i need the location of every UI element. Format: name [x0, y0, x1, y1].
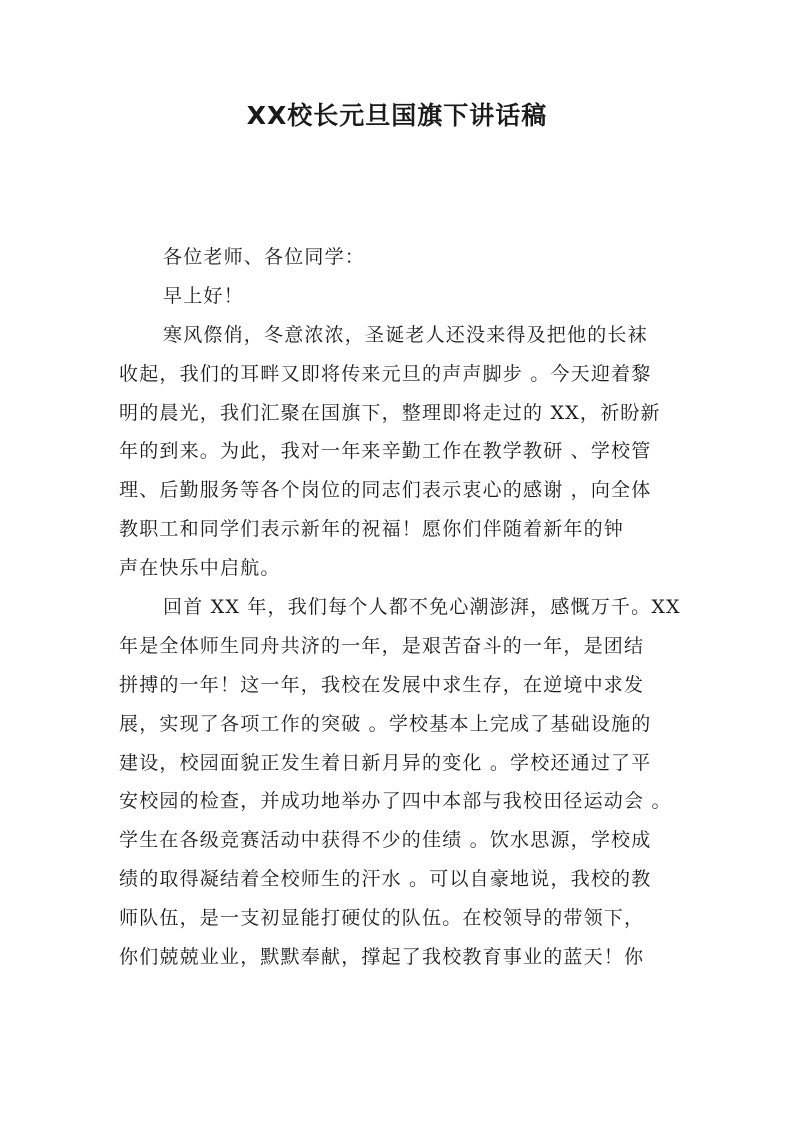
text-line: 学生在各级竞赛活动中获得不少的佳绩 。饮水思源，学校成: [119, 829, 652, 852]
text-line: 教职工和同学们表示新年的祝福！愿你们伴随着新年的钟: [119, 518, 625, 541]
text-line: 展，实现了各项工作的突破 。学校基本上完成了基础设施的: [119, 712, 652, 735]
text-line: 安校园的检查，并成功地举办了四中本部与我校田径运动会 。: [119, 790, 672, 813]
text-line: 早上好！: [163, 284, 244, 307]
text-line: 回首 XX 年，我们每个人都不免心潮澎湃，感慨万千。XX: [163, 596, 681, 619]
text-line: 拼搏的一年！这一年，我校在发展中求生存，在逆境中求发: [119, 673, 645, 696]
text-line: 理、后勤服务等各个岗位的同志们表示衷心的感谢 ，向全体: [119, 479, 652, 502]
document-title: XX校长元旦国旗下讲话稿: [246, 101, 548, 130]
text-line: 寒风傺俏，冬意浓浓，圣诞老人还没来得及把他的长袜: [163, 323, 648, 346]
document-body: [119, 238, 679, 977]
text-line: 年是全体师生同舟共济的一年，是艰苦奋斗的一年，是团结: [119, 634, 645, 657]
text-line: 建设，校园面貌正发生着日新月异的变化 。学校还通过了平: [119, 751, 652, 774]
text-line: 各位老师、各位同学：: [163, 246, 366, 268]
text-line: 年的到来。为此，我对一年来辛勤工作在教学教研 、学校管: [119, 440, 652, 463]
text-line: 绩的取得凝结着全校师生的汗水 。可以自豪地说，我校的教: [119, 868, 652, 891]
text-line: 你们兢兢业业，默默奉献，撑起了我校教育事业的蓝天！你: [119, 946, 645, 969]
text-line: 明的晨光，我们汇聚在国旗下，整理即将走过的 XX，祈盼新: [119, 401, 661, 424]
text-line: 收起，我们的耳畔又即将传来元旦的声声脚步 。今天迎着黎: [119, 362, 652, 385]
text-line: 声在快乐中启航。: [119, 557, 281, 580]
text-line: 师队伍，是一支初显能打硬仗的队伍。在校领导的带领下，: [119, 907, 645, 930]
